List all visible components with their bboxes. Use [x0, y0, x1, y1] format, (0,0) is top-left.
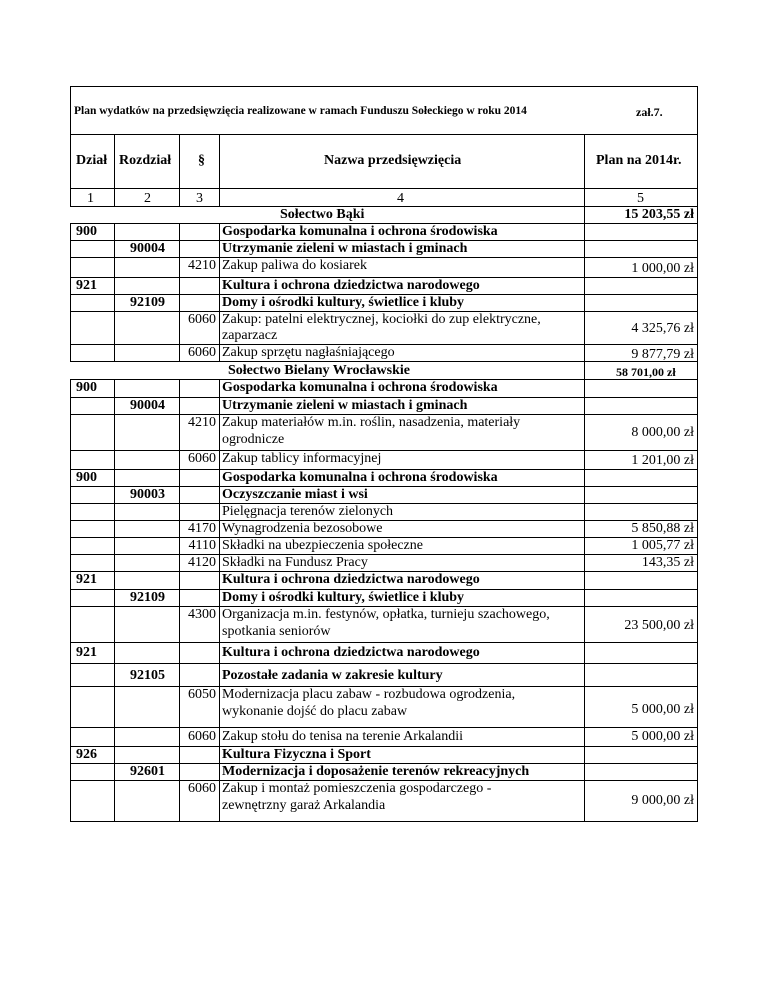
baki-row-name: Utrzymanie zieleni w miastach i gminach	[222, 241, 468, 256]
bielany-row-name-cont: spotkania seniorów	[222, 624, 331, 639]
bielany-row-amount: 1 201,00 zł	[631, 453, 694, 468]
column-number-1: 1	[87, 191, 94, 206]
baki-row-name: Domy i ośrodki kultury, świetlice i kluby	[222, 295, 465, 310]
column-header-rozdzial: Rozdział	[119, 153, 172, 168]
bielany-row-rozdzial: 92105	[130, 668, 165, 683]
bielany-row-name: Modernizacja placu zabaw - rozbudowa ogrodzenia,	[222, 687, 516, 702]
bielany-row-paragraf: 6060	[188, 781, 216, 796]
bielany-row-line	[70, 520, 698, 521]
body-sep-3	[219, 188, 220, 206]
bielany-row-dzial: 921	[76, 572, 97, 587]
bielany-row-name: Składki na ubezpieczenia społeczne	[222, 538, 423, 553]
column-number-2: 2	[144, 191, 151, 206]
column-header-plan: Plan na 2014r.	[596, 153, 682, 168]
body-sep-1	[114, 188, 115, 206]
bielany-row-amount: 5 000,00 zł	[631, 702, 694, 717]
attachment-label: zał.7.	[636, 105, 663, 119]
bielany-row-name: Składki na Fundusz Pracy	[222, 555, 368, 570]
bielany-row-amount: 1 005,77 zł	[631, 538, 694, 553]
bielany-row-dzial: 900	[76, 470, 97, 485]
baki-row-name: Zakup: patelni elektrycznej, kociołki do zup elektryczne,	[222, 312, 541, 327]
bielany-row-paragraf: 6060	[188, 729, 216, 744]
bielany-row-rozdzial: 92601	[130, 764, 165, 779]
header-sep-3	[219, 134, 220, 189]
grid-left	[70, 188, 71, 206]
bielany-row-name: Kultura i ochrona dziedzictwa narodowego	[222, 572, 480, 587]
bielany-row-amount: 8 000,00 zł	[631, 425, 694, 440]
bielany-row-paragraf: 4110	[188, 538, 216, 553]
table-bottom-line	[70, 821, 698, 822]
baki-row-name: Zakup paliwa do kosiarek	[222, 258, 368, 273]
column-number-3: 3	[196, 191, 203, 206]
bielany-row-name: Zakup i montaż pomieszczenia gospodarczego -	[222, 781, 492, 796]
baki-row-name: Gospodarka komunalna i ochrona środowiska	[222, 224, 498, 239]
bielany-grid-left	[70, 379, 71, 822]
bielany-row-line	[70, 663, 698, 664]
bielany-sep-4	[584, 361, 585, 822]
bielany-row-amount: 5 000,00 zł	[631, 729, 694, 744]
baki-row-paragraf: 6060	[188, 345, 216, 360]
title-divider	[70, 134, 698, 135]
header-sep-4	[584, 134, 585, 189]
bielany-row-paragraf: 4170	[188, 521, 216, 536]
baki-row-name: Kultura i ochrona dziedzictwa narodowego	[222, 278, 480, 293]
baki-row-dzial: 900	[76, 224, 97, 239]
bielany-row-name: Kultura Fizyczna i Sport	[222, 747, 371, 762]
baki-sep-1	[114, 223, 115, 361]
bielany-row-amount: 23 500,00 zł	[624, 618, 694, 633]
bielany-row-dzial: 926	[76, 747, 97, 762]
bielany-total: 58 701,00 zł	[616, 365, 676, 379]
column-number-5: 5	[637, 191, 644, 206]
baki-grid-left	[70, 223, 71, 361]
bielany-row-name: Pielęgnacja terenów zielonych	[222, 504, 394, 519]
bielany-row-paragraf: 4210	[188, 415, 216, 430]
bielany-sep-2	[179, 379, 180, 822]
baki-row-amount: 4 325,76 zł	[631, 321, 694, 336]
bielany-row-name: Pozostałe zadania w zakresie kultury	[222, 668, 443, 683]
bielany-row-dzial: 900	[76, 380, 97, 395]
bielany-row-paragraf: 6060	[188, 451, 216, 466]
body-sep-2	[179, 188, 180, 206]
bielany-row-amount: 9 000,00 zł	[631, 793, 694, 808]
baki-row-paragraf: 6060	[188, 312, 216, 327]
bielany-row-rozdzial: 92109	[130, 590, 165, 605]
bielany-row-name-cont: zewnętrzny garaż Arkalandia	[222, 798, 386, 813]
header-sep-1	[114, 134, 115, 189]
bielany-row-name: Kultura i ochrona dziedzictwa narodowego	[222, 645, 480, 660]
bielany-row-name: Organizacja m.in. festynów, opłatka, turnieju szachowego,	[222, 607, 550, 622]
bielany-row-name: Utrzymanie zieleni w miastach i gminach	[222, 398, 468, 413]
bielany-grid-right	[697, 361, 698, 822]
document-title: Plan wydatków na przedsięwzięcia realizowane w ramach Funduszu Sołeckiego w roku 2014	[74, 105, 527, 117]
bielany-title: Sołectwo Bielany Wrocławskie	[228, 363, 410, 378]
baki-row-name: Zakup sprzętu nagłaśniającego	[222, 345, 395, 360]
grid-right	[697, 188, 698, 206]
bielany-row-line	[70, 554, 698, 555]
baki-total: 15 203,55 zł	[624, 207, 694, 222]
header-sep-2	[179, 134, 180, 189]
bielany-row-amount: 5 850,88 zł	[631, 521, 694, 536]
bielany-row-name: Gospodarka komunalna i ochrona środowiska	[222, 470, 498, 485]
bielany-row-name: Domy i ośrodki kultury, świetlice i kluby	[222, 590, 465, 605]
baki-row-line	[70, 257, 698, 258]
bielany-row-line	[70, 727, 698, 728]
body-sep-4	[584, 188, 585, 206]
bielany-sep-3	[219, 379, 220, 822]
bielany-row-name: Zakup stołu do tenisa na terenie Arkalandii	[222, 729, 464, 744]
column-header-divider	[70, 188, 698, 189]
bielany-row-name: Zakup materiałów m.in. roślin, nasadzenia, materiały	[222, 415, 521, 430]
header-frame	[70, 86, 698, 189]
baki-row-rozdzial: 92109	[130, 295, 165, 310]
bielany-row-name: Gospodarka komunalna i ochrona środowiska	[222, 380, 498, 395]
bielany-row-rozdzial: 90004	[130, 398, 165, 413]
baki-row-amount: 9 877,79 zł	[631, 347, 694, 362]
bielany-row-paragraf: 4120	[188, 555, 216, 570]
bielany-row-name-cont: wykonanie dojść do placu zabaw	[222, 704, 408, 719]
bielany-top-line	[70, 361, 698, 362]
bielany-row-amount: 143,35 zł	[641, 555, 694, 570]
baki-sep-4	[584, 206, 585, 361]
baki-sep-3	[219, 223, 220, 361]
baki-sep-2	[179, 223, 180, 361]
column-number-4: 4	[397, 191, 404, 206]
bielany-row-paragraf: 6050	[188, 687, 216, 702]
baki-top-line	[70, 206, 698, 207]
bielany-row-line	[70, 450, 698, 451]
baki-grid-right	[697, 206, 698, 361]
column-header-nazwa: Nazwa przedsięwzięcia	[324, 153, 462, 168]
baki-row-amount: 1 000,00 zł	[631, 261, 694, 276]
bielany-row-name: Oczyszczanie miast i wsi	[222, 487, 368, 502]
bielany-row-name-cont: ogrodnicze	[222, 432, 285, 447]
bielany-row-paragraf: 4300	[188, 607, 216, 622]
bielany-sep-1	[114, 379, 115, 822]
baki-row-paragraf: 4210	[188, 258, 216, 273]
baki-row-name-cont: zaparzacz	[222, 328, 278, 343]
bielany-row-name: Wynagrodzenia bezosobowe	[222, 521, 383, 536]
column-header-dzial: Dział	[76, 153, 108, 168]
bielany-row-name: Modernizacja i doposażenie terenów rekreacyjnych	[222, 764, 530, 779]
bielany-row-rozdzial: 90003	[130, 487, 165, 502]
column-header-paragraf: §	[198, 153, 205, 168]
baki-title: Sołectwo Bąki	[280, 207, 365, 222]
baki-row-dzial: 921	[76, 278, 97, 293]
bielany-row-line	[70, 746, 698, 747]
bielany-row-line	[70, 642, 698, 643]
bielany-row-name: Zakup tablicy informacyjnej	[222, 451, 382, 466]
baki-row-rozdzial: 90004	[130, 241, 165, 256]
bielany-row-dzial: 921	[76, 645, 97, 660]
